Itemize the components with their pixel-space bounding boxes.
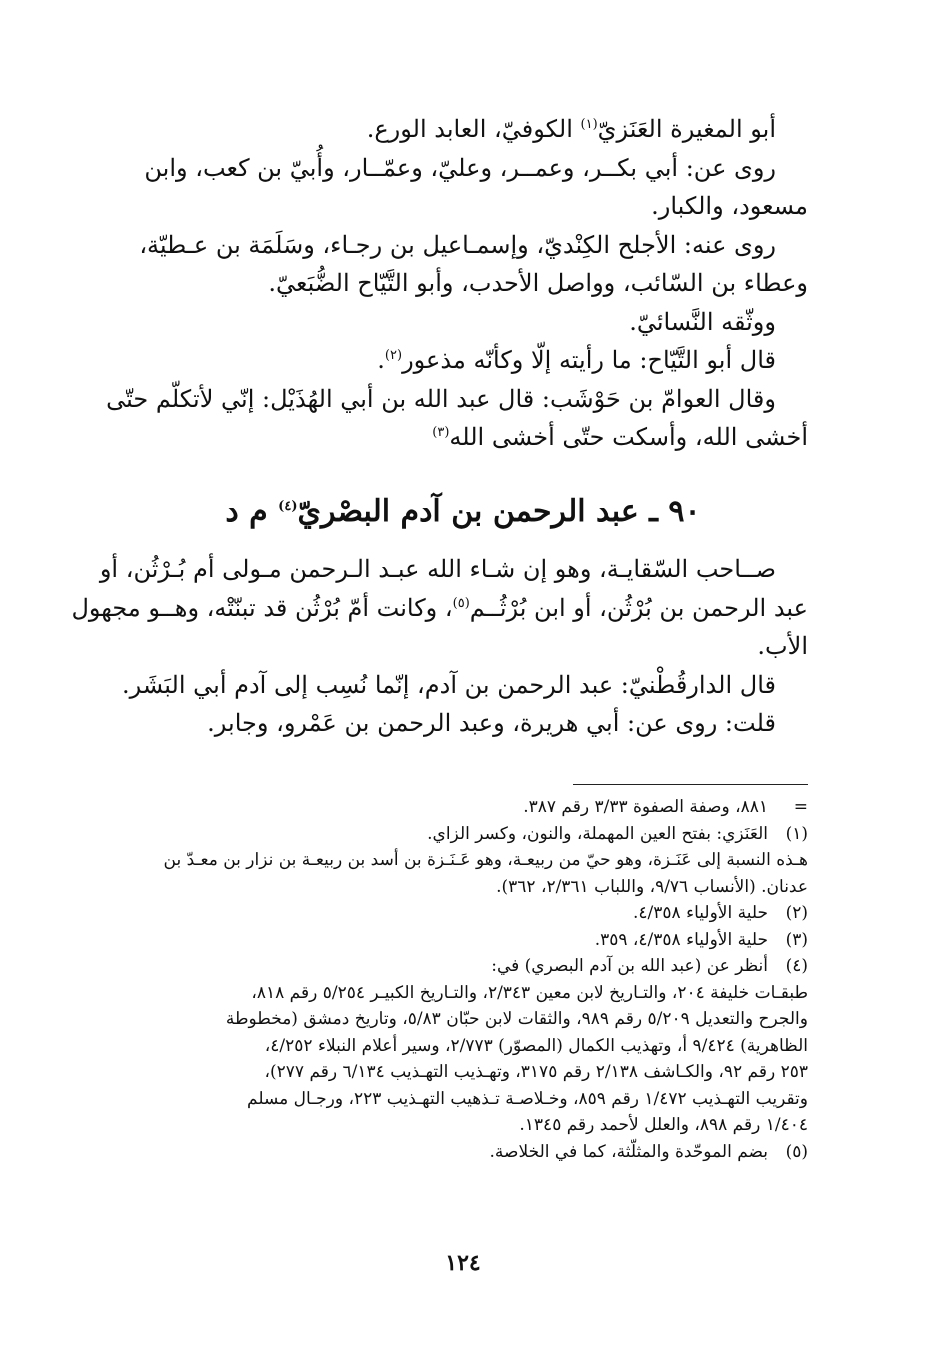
- text-line: وقال العوامّ بن حَوْشَب: قال عبد الله بن أبي الهُذَيْل: إنّي لأتكلّم حتّى: [106, 384, 776, 413]
- page-number: ١٢٤: [445, 1250, 481, 1276]
- footnote-text: بضم الموحّدة والمثلّثة، كما في الخلاصة.: [489, 1141, 768, 1162]
- footnote: [118, 900, 808, 927]
- text-line: صــاحب السّقايـة، وهو إن شـاء الله عبـد الـرحمن مـولى أم بُـرْثُن، أو: [99, 555, 776, 583]
- sigla: م د: [225, 494, 268, 529]
- footnote-text: والجرح والتعديل ٥/٢٠٩ رقم ٩٨٩، والثقات لابن حبّان ٥/٨٣، وتاريخ دمشق (مخطوطة: [225, 1009, 808, 1029]
- text-segment: الكوفيّ، العابد الورع.: [366, 115, 573, 143]
- text-line: [118, 418, 808, 457]
- footnote-mark: (١): [785, 823, 808, 844]
- footnote-text: أنظر عن (عبد الله بن آدم البصري) في:: [491, 956, 768, 976]
- text-line: وعطاء بن السّائب، وواصل الأحدب، وأبو التَّيّاح الضُّبَعيّ.: [268, 269, 808, 297]
- text-line: ووثّقه النَّسائيّ.: [629, 307, 776, 336]
- entry-body: [71, 550, 808, 743]
- text-line: [118, 110, 808, 149]
- text-line: روى عنه: الأجلح الكِنْديّ، وإسمـاعيل بن رجـاء، وسَلَمَة بن عـطيّة،: [139, 230, 776, 259]
- footnote-divider: [573, 784, 808, 785]
- footnote-text: عدنان. (الأنساب ٩/٧٦، واللباب ٢/٣٦١، ٣٦٢).: [496, 876, 808, 897]
- footnote-ref: (٤): [278, 499, 298, 514]
- book-page: [71, 100, 808, 1310]
- period: .: [377, 346, 385, 374]
- footnote-ref: (١): [580, 117, 598, 132]
- footnote-mark: (٣): [785, 929, 808, 950]
- footnote-ref: (٣): [432, 425, 450, 440]
- footnote: [118, 794, 808, 821]
- footnote: [118, 927, 808, 954]
- text-line: قال الدارقُطْنيّ: عبد الرحمن بن آدم، إنّما نُسِب إلى آدم أبي البَشَر.: [122, 670, 776, 699]
- footnote-text: هـذه النسبة إلى عَنَـزة، وهو حيّ من ربيعـة، وهو عَـنَـزة بن أسد بن ربيعـة بن نزار بن معـدّ بن: [163, 850, 808, 870]
- text-segment: قال أبو التَّيّاح: ما رأيته إلّا وكأنّه مذعور: [402, 346, 776, 374]
- footnote-mark: (٥): [785, 1141, 808, 1162]
- footnote-text: ١/٤٠٤ رقم ٨٩٨، والعلل لأحمد رقم ١٣٤٥.: [519, 1115, 808, 1135]
- footnote-ref: (٢): [384, 348, 403, 363]
- heading-title: ٩٠ ـ عبد الرحمن بن آدم البصْريّ: [297, 494, 701, 529]
- text-segment: أبو المغيرة العَنَزيّ: [597, 115, 776, 143]
- footnote-text: العَنَزي: بفتح العين المهملة، والنون، وكسر الزاي.: [427, 823, 768, 844]
- text-segment: عبد الرحمن بن بُرْثُن، أو ابن بُرْثُــم: [469, 593, 808, 622]
- footnote-mark: (٤): [785, 956, 808, 976]
- footnote-text: الظاهرية) ٩/٤٢٤ أ، وتهذيب الكمال (المصوّر) ٢/٧٧٣، وسير أعلام النبلاء ٤/٢٥٢،: [264, 1035, 808, 1056]
- biography-continued: [106, 110, 808, 457]
- text-line: الأب.: [757, 632, 808, 660]
- footnote-text: حلية الأولياء ٤/٣٥٨.: [633, 903, 768, 923]
- footnote-mark: =: [793, 797, 808, 817]
- text-line: روى عن: أبي بكــر، وعمــر، وعليّ، وعمّــار، وأُبيّ بن كعب، وابن: [144, 153, 776, 182]
- text-line: [118, 341, 808, 380]
- entry-heading: [118, 492, 808, 532]
- footnote: [118, 1139, 808, 1166]
- text-line: [71, 589, 808, 628]
- footnote-text: ٨٨١، وصفة الصفوة ٣/٣٣ رقم ٣٨٧.: [523, 797, 768, 817]
- footnote-ref: (٥): [452, 595, 470, 611]
- footnote-text: طبقـات خليفة ٢٠٤، والتـاريخ لابن معين ٢/٣٤٣، والتـاريخ الكبيـر ٥/٢٥٤ رقم ٨١٨،: [251, 982, 808, 1003]
- footnote: [118, 821, 808, 848]
- text-line: قلت: روى عن: أبي هريرة، وعبد الرحمن بن عَمْرو، وجابر.: [207, 709, 776, 737]
- footnote-text: حلية الأولياء ٤/٣٥٨، ٣٥٩.: [594, 929, 768, 950]
- footnote-mark: (٢): [785, 903, 808, 923]
- footnote-text: ٢٥٣ رقم ٩٢، والكـاشف ٢/١٣٨ رقم ٣١٧٥، وتهـذيب التهـذيب ٦/١٣٤ رقم ٢٧٧)،: [264, 1062, 808, 1082]
- footnote: [118, 953, 808, 980]
- footnote-text: وتقريب التهـذيب ١/٤٧٢ رقم ٨٥٩، وخـلاصـة تـذهيب التهـذيب ٢٢٣، ورجـال مسلم: [247, 1088, 808, 1109]
- footnotes: [118, 794, 808, 1165]
- text-segment: ، وكانت أمّ بُرْثُن قد تبنّتْه، وهــو مجهول: [71, 593, 453, 622]
- text-segment: أخشى الله، وأسكت حتّى أخشى الله: [449, 423, 808, 451]
- text-line: مسعود، والكبار.: [651, 192, 808, 220]
